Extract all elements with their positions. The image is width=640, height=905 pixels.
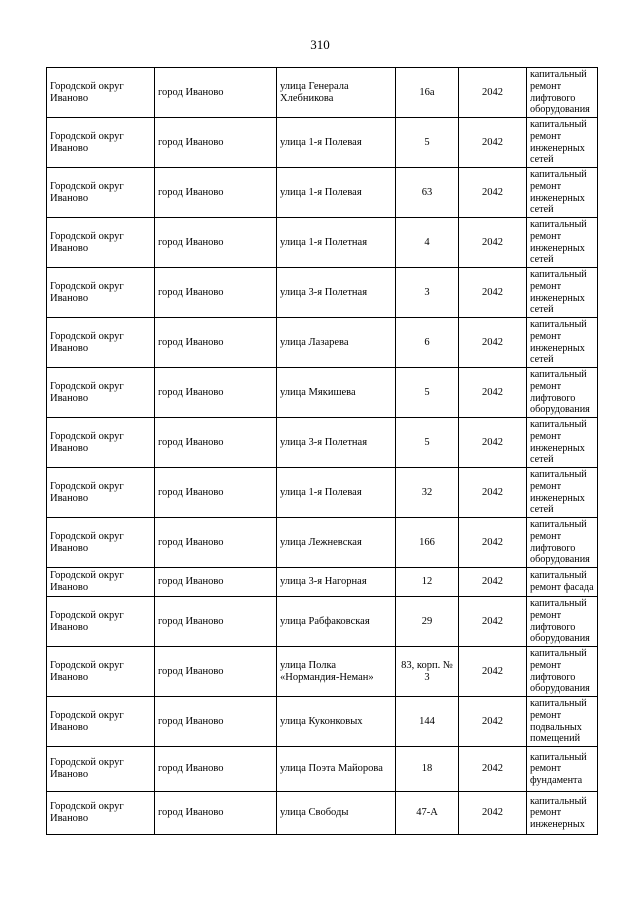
street-cell: улица Рабфаковская — [277, 597, 396, 647]
city-cell: город Иваново — [155, 218, 277, 268]
street-cell: улица Полка «Нормандия-Неман» — [277, 647, 396, 697]
street-cell: улица Свободы — [277, 792, 396, 835]
street-cell: улица 1-я Полевая — [277, 468, 396, 518]
street-cell: улица 3-я Полетная — [277, 268, 396, 318]
street-cell: улица 1-я Полевая — [277, 168, 396, 218]
year-cell: 2042 — [459, 368, 527, 418]
district-cell: Городской округ Иваново — [47, 268, 155, 318]
district-cell: Городской округ Иваново — [47, 697, 155, 747]
district-cell: Городской округ Иваново — [47, 168, 155, 218]
street-cell: улица 1-я Полетная — [277, 218, 396, 268]
work-type-cell: капитальный ремонт лифтового оборудования — [527, 368, 598, 418]
year-cell: 2042 — [459, 568, 527, 597]
year-cell: 2042 — [459, 118, 527, 168]
table-row — [47, 418, 598, 468]
house-number-cell: 144 — [396, 697, 459, 747]
district-cell: Городской округ Иваново — [47, 468, 155, 518]
street-cell: улица Поэта Майорова — [277, 747, 396, 792]
house-number-cell: 5 — [396, 418, 459, 468]
street-cell: улица Куконковых — [277, 697, 396, 747]
city-cell: город Иваново — [155, 368, 277, 418]
table-row — [47, 318, 598, 368]
district-cell: Городской округ Иваново — [47, 792, 155, 835]
table-row — [47, 468, 598, 518]
district-cell: Городской округ Иваново — [47, 647, 155, 697]
house-number-cell: 83, корп. № 3 — [396, 647, 459, 697]
table-row — [47, 118, 598, 168]
district-cell: Городской округ Иваново — [47, 68, 155, 118]
table-row — [47, 792, 598, 835]
house-number-cell: 6 — [396, 318, 459, 368]
house-number-cell: 4 — [396, 218, 459, 268]
city-cell: город Иваново — [155, 418, 277, 468]
district-cell: Городской округ Иваново — [47, 218, 155, 268]
work-type-cell: капитальный ремонт лифтового оборудования — [527, 597, 598, 647]
work-type-cell: капитальный ремонт лифтового оборудования — [527, 518, 598, 568]
work-type-cell: капитальный ремонт фундамента — [527, 747, 598, 792]
table-row — [47, 647, 598, 697]
district-cell: Городской округ Иваново — [47, 568, 155, 597]
work-type-cell: капитальный ремонт инженерных сетей — [527, 218, 598, 268]
house-number-cell: 166 — [396, 518, 459, 568]
city-cell: город Иваново — [155, 318, 277, 368]
district-cell: Городской округ Иваново — [47, 318, 155, 368]
year-cell: 2042 — [459, 697, 527, 747]
work-type-cell: капитальный ремонт фасада — [527, 568, 598, 597]
house-number-cell: 5 — [396, 368, 459, 418]
city-cell: город Иваново — [155, 468, 277, 518]
year-cell: 2042 — [459, 518, 527, 568]
city-cell: город Иваново — [155, 568, 277, 597]
work-type-cell: капитальный ремонт подвальных помещений — [527, 697, 598, 747]
year-cell: 2042 — [459, 318, 527, 368]
year-cell: 2042 — [459, 647, 527, 697]
work-type-cell: капитальный ремонт инженерных — [527, 792, 598, 835]
table-row — [47, 747, 598, 792]
district-cell: Городской округ Иваново — [47, 368, 155, 418]
house-number-cell: 5 — [396, 118, 459, 168]
city-cell: город Иваново — [155, 747, 277, 792]
house-number-cell: 3 — [396, 268, 459, 318]
repair-schedule-table — [46, 67, 598, 835]
street-cell: улица Генерала Хлебникова — [277, 68, 396, 118]
street-cell: улица 3-я Нагорная — [277, 568, 396, 597]
house-number-cell: 18 — [396, 747, 459, 792]
table-row — [47, 597, 598, 647]
table-row — [47, 268, 598, 318]
city-cell: город Иваново — [155, 647, 277, 697]
work-type-cell: капитальный ремонт инженерных сетей — [527, 468, 598, 518]
year-cell: 2042 — [459, 218, 527, 268]
city-cell: город Иваново — [155, 518, 277, 568]
year-cell: 2042 — [459, 418, 527, 468]
district-cell: Городской округ Иваново — [47, 747, 155, 792]
work-type-cell: капитальный ремонт инженерных сетей — [527, 168, 598, 218]
house-number-cell: 12 — [396, 568, 459, 597]
city-cell: город Иваново — [155, 268, 277, 318]
city-cell: город Иваново — [155, 697, 277, 747]
year-cell: 2042 — [459, 597, 527, 647]
street-cell: улица Лазарева — [277, 318, 396, 368]
work-type-cell: капитальный ремонт инженерных сетей — [527, 318, 598, 368]
street-cell: улица 1-я Полевая — [277, 118, 396, 168]
city-cell: город Иваново — [155, 168, 277, 218]
district-cell: Городской округ Иваново — [47, 518, 155, 568]
house-number-cell: 47-А — [396, 792, 459, 835]
table-row — [47, 368, 598, 418]
work-type-cell: капитальный ремонт инженерных сетей — [527, 118, 598, 168]
city-cell: город Иваново — [155, 68, 277, 118]
table-body — [47, 68, 598, 835]
house-number-cell: 16а — [396, 68, 459, 118]
year-cell: 2042 — [459, 268, 527, 318]
work-type-cell: капитальный ремонт инженерных сетей — [527, 268, 598, 318]
street-cell: улица 3-я Полетная — [277, 418, 396, 468]
year-cell: 2042 — [459, 747, 527, 792]
street-cell: улица Лежневская — [277, 518, 396, 568]
table-row — [47, 218, 598, 268]
city-cell: город Иваново — [155, 597, 277, 647]
house-number-cell: 63 — [396, 168, 459, 218]
city-cell: город Иваново — [155, 792, 277, 835]
year-cell: 2042 — [459, 468, 527, 518]
work-type-cell: капитальный ремонт лифтового оборудования — [527, 68, 598, 118]
page-number: 310 — [310, 37, 330, 52]
year-cell: 2042 — [459, 68, 527, 118]
district-cell: Городской округ Иваново — [47, 418, 155, 468]
table-row — [47, 68, 598, 118]
district-cell: Городской округ Иваново — [47, 118, 155, 168]
table-row — [47, 697, 598, 747]
table-row — [47, 518, 598, 568]
city-cell: город Иваново — [155, 118, 277, 168]
street-cell: улица Мякишева — [277, 368, 396, 418]
district-cell: Городской округ Иваново — [47, 597, 155, 647]
table-row — [47, 168, 598, 218]
table-row — [47, 568, 598, 597]
year-cell: 2042 — [459, 168, 527, 218]
work-type-cell: капитальный ремонт инженерных сетей — [527, 418, 598, 468]
house-number-cell: 29 — [396, 597, 459, 647]
house-number-cell: 32 — [396, 468, 459, 518]
work-type-cell: капитальный ремонт лифтового оборудования — [527, 647, 598, 697]
year-cell: 2042 — [459, 792, 527, 835]
